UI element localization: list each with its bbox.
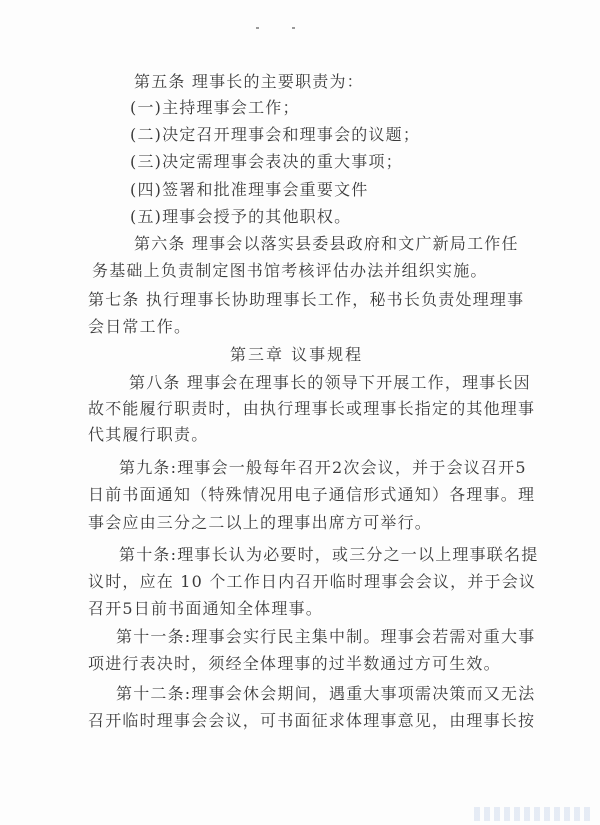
article-9-line-3: 事会应由三分之二以上的理事出席方可举行。 (88, 513, 433, 532)
article-7-line-1: 第七条 执行理事长协助理事长工作，秘书长负责处理理事 (88, 290, 525, 309)
faint-scan-watermark (474, 807, 594, 821)
chapter-3-title: 第三章 议事规程 (230, 345, 364, 364)
article-10-line-2: 议时，应在 10 个工作日内召开临时理事会会议，并于会议 (88, 572, 537, 591)
article-8-line-3: 代其履行职责。 (88, 425, 209, 444)
article-10-line-1: 第十条:理事长认为必要时，或三分之一以上理事联名提 (119, 545, 539, 564)
article-5-item-2: (二)决定召开理事会和理事会的议题； (130, 125, 421, 144)
article-9-line-2: 日前书面通知（特殊情况用电子通信形式通知）各理事。理 (88, 485, 536, 504)
article-7-line-2: 会日常工作。 (88, 317, 192, 336)
article-10-line-3: 召开5日前书面通知全体理事。 (88, 599, 323, 618)
article-5-item-4: (四)签署和批准理事会重要文件 (130, 180, 369, 199)
article-12-line-1: 第十二条:理事会休会期间，遇重大事项需决策而又无法 (116, 684, 536, 703)
article-8-line-2: 故不能履行职责时，由执行理事长或理事长指定的其他理事 (88, 399, 536, 418)
article-9-line-1: 第九条:理事会一般每年召开2次会议，并于会议召开5 (119, 458, 527, 477)
article-6-line-2: 务基础上负责制定图书馆考核评估办法并组织实施。 (92, 261, 488, 280)
article-5-heading: 第五条 理事长的主要职责为： (134, 72, 364, 91)
article-5-item-5: (五)理事会授予的其他职权。 (130, 207, 352, 226)
article-5-item-3: (三)决定需理事会表决的重大事项； (130, 152, 403, 171)
article-8-line-1: 第八条 理事会在理事长的领导下开展工作，理事长因 (129, 373, 531, 392)
article-12-line-2: 召开临时理事会会议，可书面征求体理事意见，由理事长按 (88, 711, 536, 730)
scan-dot-marks (252, 24, 312, 34)
article-11-line-1: 第十一条:理事会实行民主集中制。理事会若需对重大事 (116, 627, 536, 646)
article-6-line-1: 第六条 理事会以落实县委县政府和文广新局工作任 (134, 234, 519, 253)
article-11-line-2: 项进行表决时，须经全体理事的过半数通过方可生效。 (88, 654, 501, 673)
article-5-item-1: (一)主持理事会工作； (130, 98, 300, 117)
